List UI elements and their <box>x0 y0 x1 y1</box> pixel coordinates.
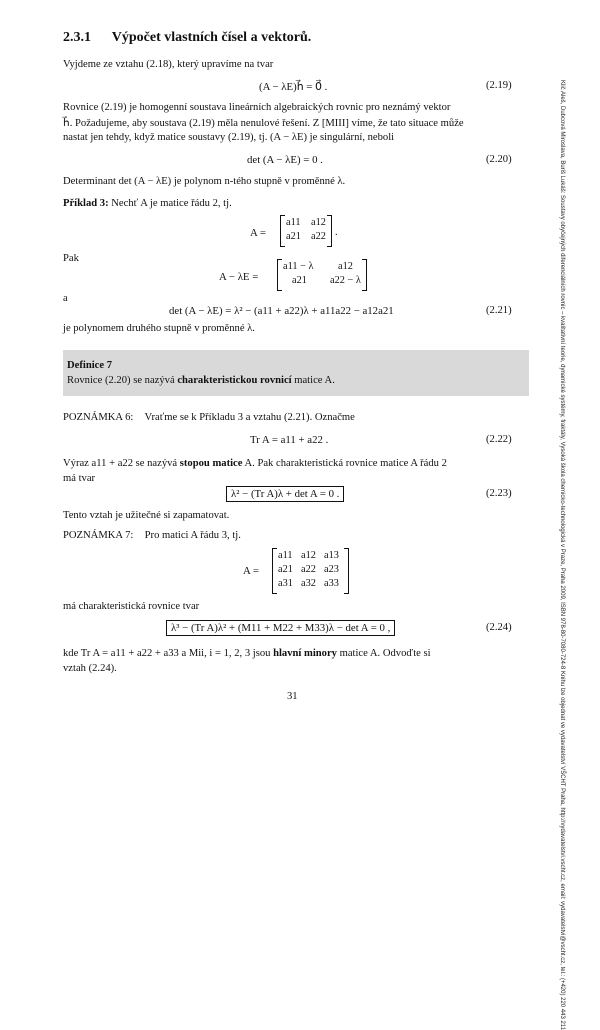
matrix-a-minus-lambda-e <box>277 259 367 291</box>
matrix-cell: a31 <box>278 578 293 589</box>
matrix-cell: a13 <box>324 550 339 561</box>
matrix-a-lhs: A = <box>250 227 266 239</box>
equation-number-2-20: (2.20) <box>486 154 512 165</box>
equation-2-21: det (A − λE) = λ² − (a11 + a22)λ + a11a22 − a12a21 <box>169 305 394 317</box>
example-text: Nechť A je matice řádu 2, tj. <box>111 198 232 209</box>
matrix-cell: a33 <box>324 578 339 589</box>
section-title: Výpočet vlastních čísel a vektorů. <box>111 30 312 45</box>
matrix-al-lhs: A − λE = <box>219 271 259 283</box>
note-label: POZNÁMKA 7: <box>63 530 134 541</box>
matrix-cell: a21 <box>292 275 307 286</box>
definition-pre: Rovnice (2.20) se nazývá <box>67 375 178 386</box>
paragraph-8b: vztah (2.24). <box>63 663 117 674</box>
matrix-cell: a21 <box>286 231 301 242</box>
paragraph-5b: má tvar <box>63 473 96 484</box>
matrix-a-tail: . <box>335 227 338 238</box>
paragraph-1: Vyjdeme ze vztahu (2.18), který upravíme na tvar <box>63 59 274 70</box>
note-label: POZNÁMKA 6: <box>63 412 134 423</box>
paragraph-4: je polynomem druhého stupně v proměnné λ. <box>63 323 255 334</box>
matrix-cell: a22 <box>311 231 326 242</box>
definition-title: Definice 7 <box>67 360 113 371</box>
matrix-cell: a11 − λ <box>283 261 314 272</box>
matrix-cell: a12 <box>301 550 316 561</box>
matrix-cell: a11 <box>278 550 293 561</box>
matrix-cell: a21 <box>278 564 293 575</box>
note-text: Vraťme se k Příkladu 3 a vztahu (2.21). Označme <box>144 412 355 423</box>
sidebar-text: Klič Aleš, Dubcová Miroslava, Buriš Lukáš: Soustavy obyčejných diferenciálních rovnic – kvalitativní teorie, dynamické systémy, fraktály, Vysoká škola chemicko-technologická v Praze, Praha 2009, ISBN 978-80-7080-724-8 Knihu lze objednat ve vydavatelství VŠCHT Praha, http://vydavatelstvi.vscht.cz, email: vydavatelstvi@vscht.cz, tel.: (+420) 220 443 211 <box>559 80 565 1030</box>
paragraph-8 <box>63 648 431 659</box>
paragraph-a: a <box>63 293 68 304</box>
paragraph-8-pre: kde Tr A = a11 + a22 + a33 a Mii, i = 1, 2, 3 jsou <box>63 648 274 659</box>
equation-number-2-24: (2.24) <box>486 622 512 633</box>
matrix-cell: a32 <box>301 578 316 589</box>
paragraph-8-post: matice A. Odvoďte si <box>336 648 431 659</box>
paragraph-3: Determinant det (A − λE) je polynom n-tého stupně v proměnné λ. <box>63 176 346 187</box>
equation-number-2-23: (2.23) <box>486 488 512 499</box>
matrix-cell: a12 <box>311 217 326 228</box>
example-label: Příklad 3: <box>63 198 109 209</box>
paragraph-2-line-2: h⃗. Požadujeme, aby soustava (2.19) měla nenulové řešení. Z [MIII] víme, že tato situace může <box>63 118 464 129</box>
equation-number-2-19: (2.19) <box>486 80 512 91</box>
matrix-cell: a12 <box>338 261 353 272</box>
equation-number-2-22: (2.22) <box>486 434 512 445</box>
section-heading <box>63 30 311 46</box>
definition-post: matice A. <box>291 375 335 386</box>
paragraph-pak: Pak <box>63 253 79 264</box>
paragraph-2-line-1: Rovnice (2.19) je homogenní soustava lineárních algebraických rovnic pro neznámý vektor <box>63 102 451 113</box>
equation-number-2-21: (2.21) <box>486 305 512 316</box>
sidebar-citation <box>555 80 565 1030</box>
equation-2-22: Tr A = a11 + a22 . <box>250 434 329 446</box>
note-6 <box>63 412 355 423</box>
paragraph-8-term: hlavní minory <box>273 648 337 659</box>
paragraph-2-line-3: nastat jen tehdy, když matice soustavy (2.19), tj. (A − λE) je singulární, neboli <box>63 132 395 143</box>
matrix-cell: a11 <box>286 217 301 228</box>
matrix-a3-lhs: A = <box>243 565 259 577</box>
paragraph-6: Tento vztah je užitečné si zapamatovat. <box>63 510 230 521</box>
matrix-cell: a22 <box>301 564 316 575</box>
definition-box <box>63 350 529 396</box>
paragraph-5-post: A. Pak charakteristická rovnice matice A řádu 2 <box>242 458 447 469</box>
matrix-cell: a22 − λ <box>330 275 361 286</box>
paragraph-7: má charakteristická rovnice tvar <box>63 601 200 612</box>
equation-2-20: det (A − λE) = 0 . <box>247 154 323 166</box>
matrix-a-3x3 <box>272 548 349 594</box>
definition-term: charakteristickou rovnicí <box>177 375 292 386</box>
matrix-cell: a23 <box>324 564 339 575</box>
page-number: 31 <box>287 691 298 702</box>
paragraph-5 <box>63 458 447 469</box>
paragraph-5-term: stopou matice <box>179 458 243 469</box>
section-number: 2.3.1 <box>63 30 91 45</box>
equation-2-23: λ² − (Tr A)λ + det A = 0 . <box>226 486 344 502</box>
equation-2-24: λ³ − (Tr A)λ² + (M11 + M22 + M33)λ − det A = 0 , <box>166 620 395 636</box>
paragraph-5-pre: Výraz a11 + a22 se nazývá <box>63 458 180 469</box>
equation-2-19: (A − λE)h⃗ = 0⃗ . <box>259 81 328 93</box>
definition-text <box>67 375 335 386</box>
example-3 <box>63 198 232 209</box>
matrix-a-2x2 <box>280 215 332 247</box>
note-text: Pro matici A řádu 3, tj. <box>144 530 241 541</box>
note-7 <box>63 530 241 541</box>
